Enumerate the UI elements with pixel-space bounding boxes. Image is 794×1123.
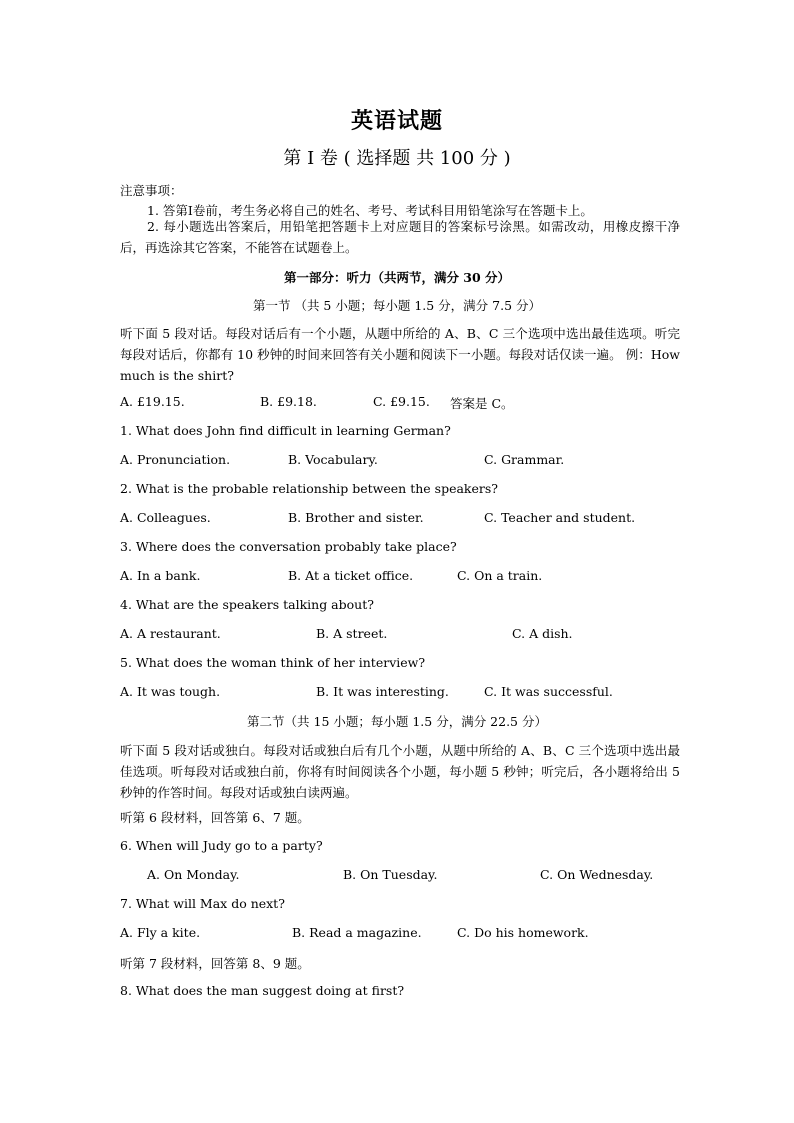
q3-option-a: A. In a bank. (120, 568, 201, 583)
question-1: 1. What does John find difficult in learning German? (120, 423, 451, 438)
part1-heading: 第一部分：听力（共两节，满分 30 分） (283, 270, 511, 285)
question-5: 5. What does the woman think of her interview? (120, 655, 426, 670)
q5-option-b: B. It was interesting. (316, 684, 449, 699)
q5-option-a: A. It was tough. (120, 684, 221, 699)
question-7: 7. What will Max do next? (120, 896, 285, 911)
q3-option-c: C. On a train. (457, 568, 543, 583)
q4-option-c: C. A dish. (512, 626, 573, 641)
q3-option-b: B. At a ticket office. (288, 568, 414, 583)
section2-instructions: 听下面 5 段对话或独白。每段对话或独白后有几个小题，从题中所给的 A、B、C 三个选项中选出最佳选项。听每段对话或独白前，你将有时间阅读各个小题，每小题 5 秒钟；听完后，各小题将给出 5 秒钟的作答时间。每段对话或独白读两遍。 (120, 743, 680, 800)
question-2: 2. What is the probable relationship between the speakers? (120, 481, 498, 496)
q5-option-c: C. It was successful. (484, 684, 613, 699)
q4-option-b: B. A street. (316, 626, 388, 641)
material-7-note: 听第 7 段材料，回答第 8、9 题。 (120, 956, 310, 971)
q4-option-a: A. A restaurant. (120, 626, 221, 641)
example-answer: 答案是 C。 (450, 396, 514, 411)
q6-option-b: B. On Tuesday. (343, 867, 438, 882)
q7-option-b: B. Read a magazine. (292, 925, 422, 940)
section1-instructions: 听下面 5 段对话。每段对话后有一个小题，从题中所给的 A、B、C 三个选项中选出最佳选项。听完每段对话后，你都有 10 秒钟的时间来回答有关小题和阅读下一小题。每段对话仅读一遍。 例：How much is the shirt? (120, 326, 680, 383)
section2-heading: 第二节（共 15 小题；每小题 1.5 分，满分 22.5 分） (247, 714, 547, 729)
section1-heading: 第一节 （共 5 小题；每小题 1.5 分，满分 7.5 分） (252, 298, 542, 313)
notes-heading: 注意事项： (120, 183, 183, 198)
page-subtitle: 第 Ⅰ 卷 ( 选择题 共 100 分 ) (283, 148, 511, 169)
q2-option-c: C. Teacher and student. (484, 510, 636, 525)
question-3: 3. Where does the conversation probably take place? (120, 539, 457, 554)
material-6-note: 听第 6 段材料，回答第 6、7 题。 (120, 810, 310, 825)
q2-option-b: B. Brother and sister. (288, 510, 424, 525)
question-6: 6. When will Judy go to a party? (120, 838, 323, 853)
example-option-c: C. £9.15. (373, 394, 430, 409)
example-option-a: A. £19.15. (120, 394, 185, 409)
notes-item-1: 1. 答第Ⅰ卷前，考生务必将自己的姓名、考号、考试科目用铅笔涂写在答题卡上。 (147, 203, 593, 218)
q6-option-c: C. On Wednesday. (540, 867, 654, 882)
q1-option-c: C. Grammar. (484, 452, 565, 467)
q7-option-a: A. Fly a kite. (120, 925, 201, 940)
notes-item-2: 2. 每小题选出答案后，用铅笔把答题卡上对应题目的答案标号涂黑。如需改动，用橡皮擦干净后，再选涂其它答案，不能答在试题卷上。 (120, 219, 680, 255)
page-title: 英语试题 (350, 108, 443, 134)
q6-option-a: A. On Monday. (147, 867, 240, 882)
q7-option-c: C. Do his homework. (457, 925, 589, 940)
q2-option-a: A. Colleagues. (120, 510, 211, 525)
example-option-b: B. £9.18. (260, 394, 317, 409)
question-8: 8. What does the man suggest doing at first? (120, 983, 405, 998)
q1-option-b: B. Vocabulary. (288, 452, 378, 467)
question-4: 4. What are the speakers talking about? (120, 597, 374, 612)
q1-option-a: A. Pronunciation. (120, 452, 231, 467)
